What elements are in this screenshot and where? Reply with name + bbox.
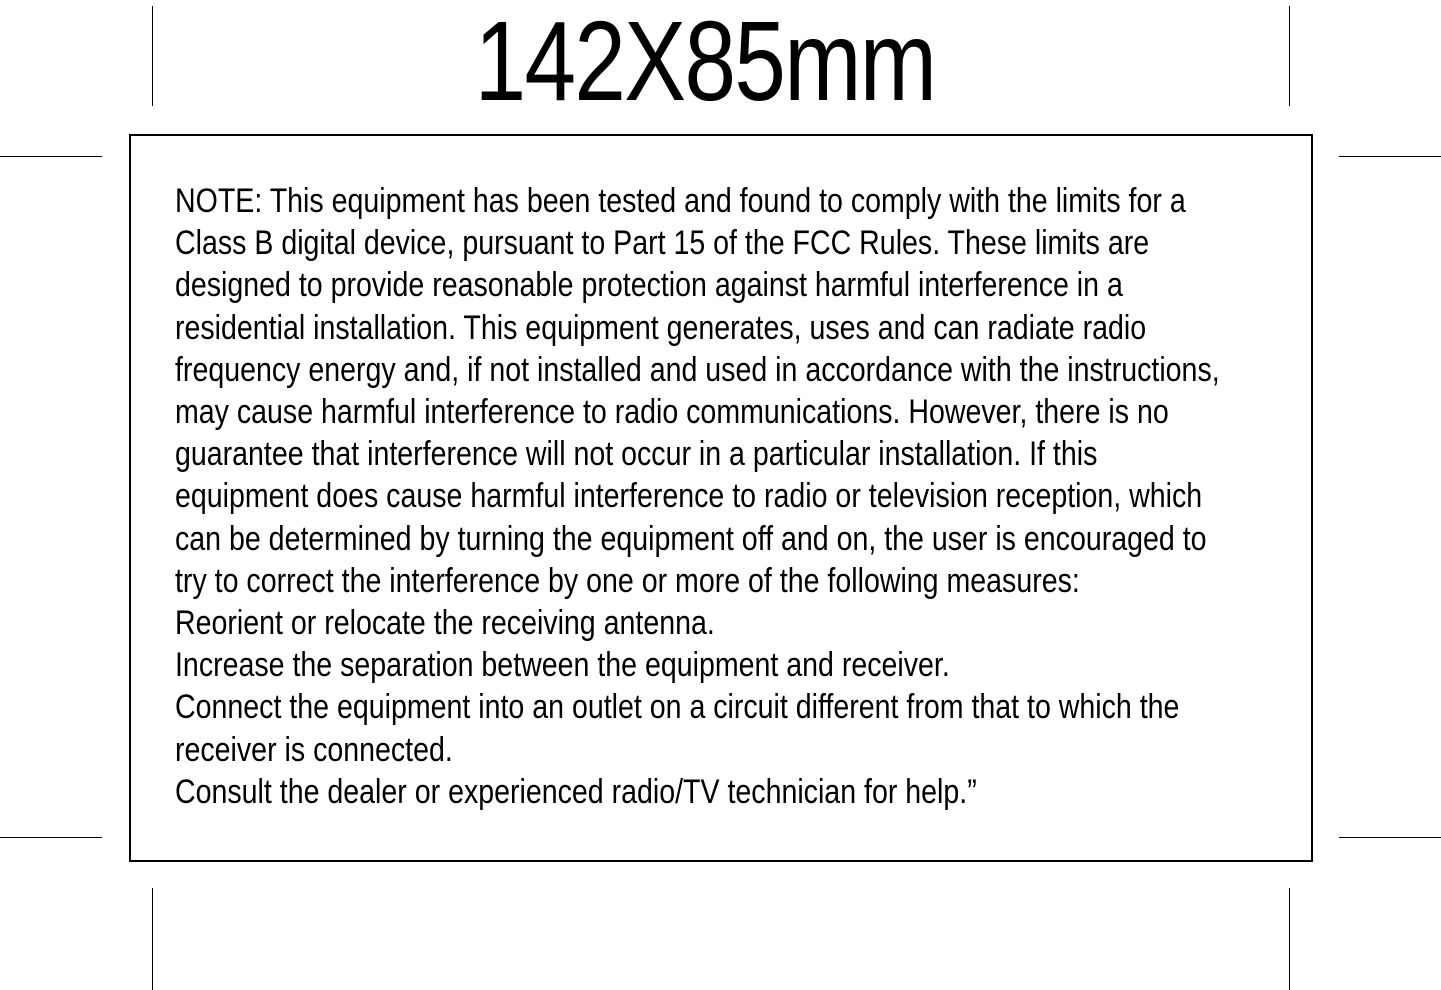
notice-line: can be determined by turning the equipment off and on, the user is encouraged to — [175, 519, 1207, 558]
notice-line: designed to provide reasonable protection against harmful interference in a — [175, 266, 1123, 305]
measure-reorient-antenna: Reorient or relocate the receiving antenna. — [175, 604, 715, 643]
crop-mark-right-lower — [1339, 837, 1441, 838]
crop-mark-top-right — [1289, 6, 1290, 106]
crop-mark-right-upper — [1339, 156, 1441, 157]
fcc-notice-text — [175, 180, 1250, 813]
crop-mark-left-lower — [0, 837, 102, 838]
measure-increase-separation: Increase the separation between the equipment and receiver. — [175, 646, 950, 685]
measure-different-outlet-cont: receiver is connected. — [175, 730, 453, 769]
measure-consult-dealer: Consult the dealer or experienced radio/TV technician for help.” — [175, 772, 977, 811]
notice-line: residential installation. This equipment generates, uses and can radiate radio — [175, 308, 1147, 347]
fcc-label-box — [129, 134, 1313, 862]
crop-mark-bottom-right — [1289, 888, 1290, 990]
notice-line: equipment does cause harmful interference to radio or television reception, which — [175, 477, 1203, 516]
crop-mark-left-upper — [0, 156, 102, 157]
notice-line: try to correct the interference by one or more of the following measures: — [175, 561, 1080, 600]
label-size-title: 142X85mm — [474, 0, 936, 124]
notice-line: NOTE: This equipment has been tested and found to comply with the limits for a — [175, 182, 1186, 220]
notice-line: may cause harmful interference to radio communications. However, there is no — [175, 393, 1169, 432]
notice-line: Class B digital device, pursuant to Part 15 of the FCC Rules. These limits are — [175, 224, 1150, 263]
notice-line: guarantee that interference will not occur in a particular installation. If this — [175, 435, 1098, 474]
crop-mark-bottom-left — [152, 888, 153, 990]
measure-different-outlet: Connect the equipment into an outlet on a circuit different from that to which the — [175, 688, 1180, 727]
notice-line: frequency energy and, if not installed and used in accordance with the instructions, — [175, 350, 1220, 389]
